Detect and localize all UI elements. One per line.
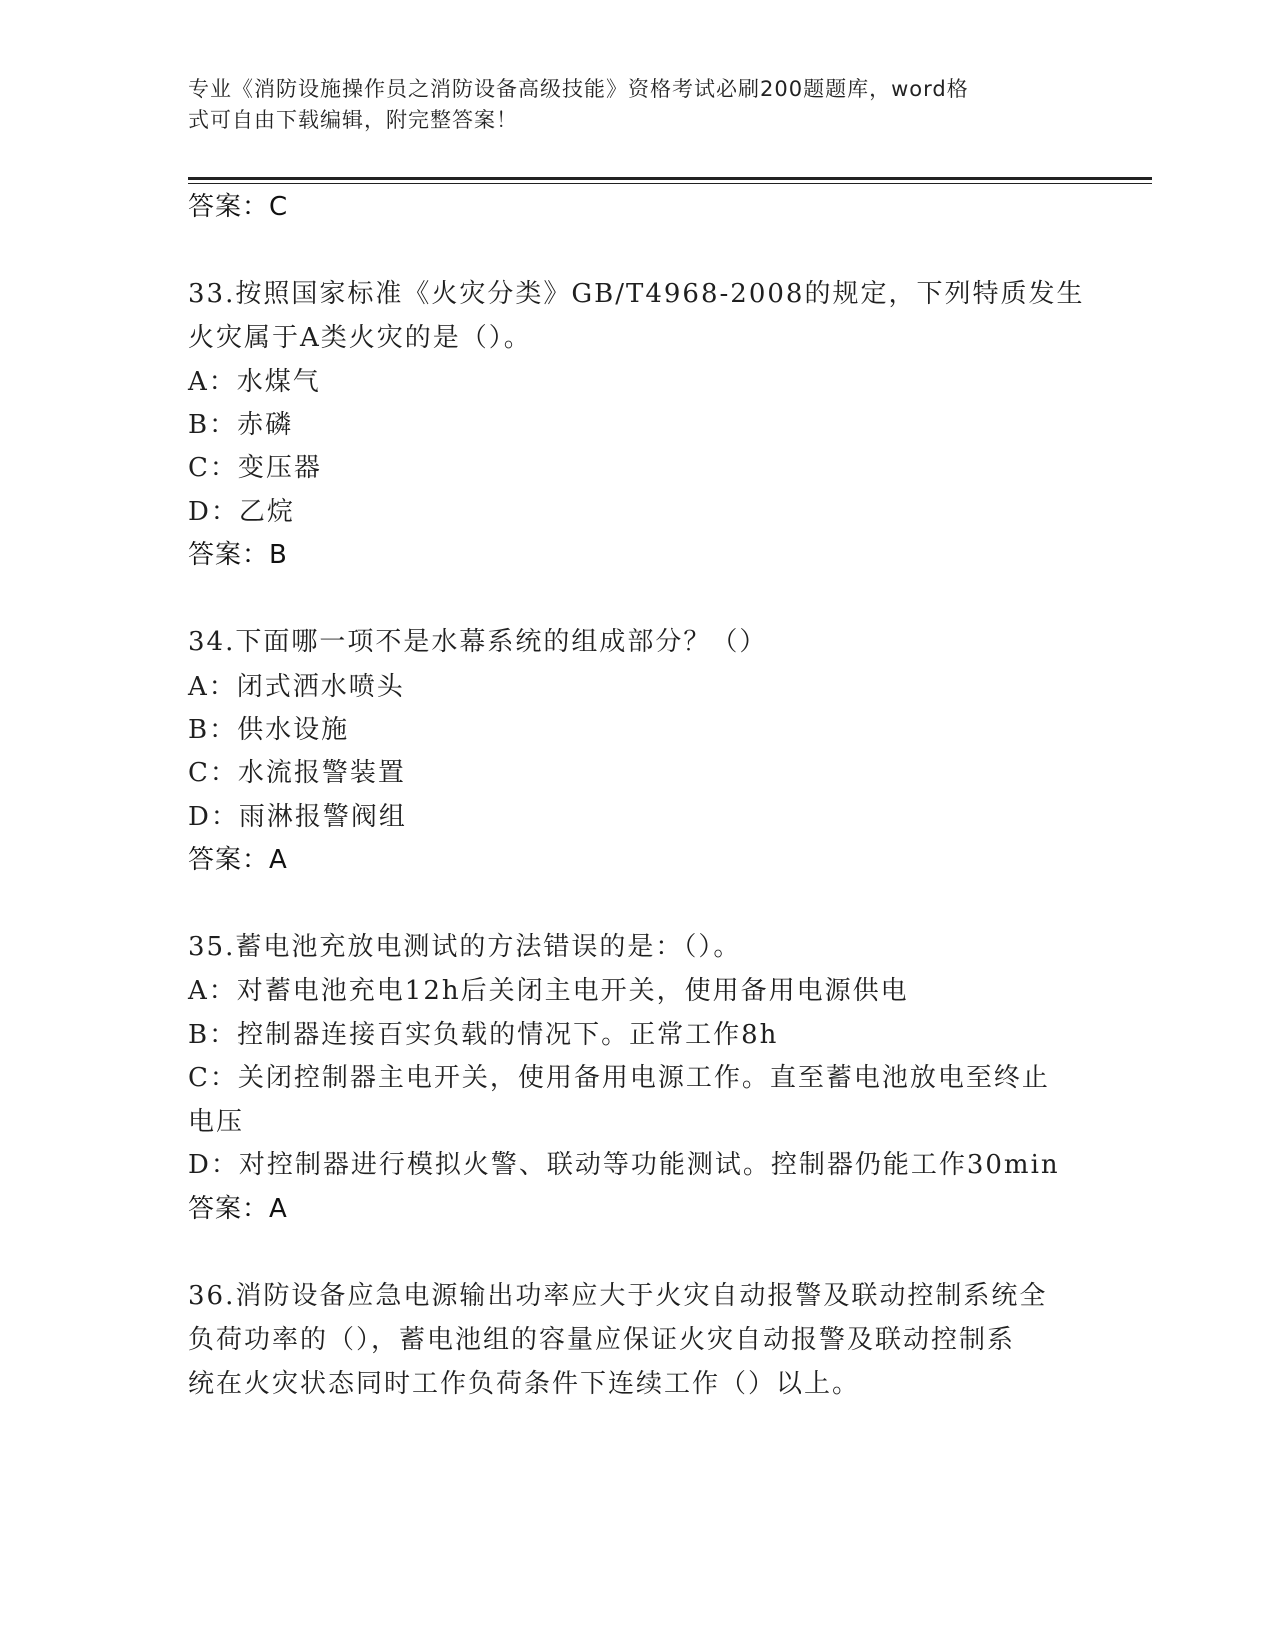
question-stem-line: 35.蓄电池充放电测试的方法错误的是：（）。: [188, 932, 742, 962]
question-stem-line: 负荷功率的（），蓄电池组的容量应保证火灾自动报警及联动控制系: [188, 1325, 1016, 1355]
header-divider-thick: [188, 177, 1152, 180]
header-divider-thin: [188, 183, 1152, 184]
option-c: C：关闭控制器主电开关，使用备用电源工作。直至蓄电池放电至终止: [188, 1063, 1050, 1093]
option-a: A：水煤气: [188, 367, 321, 397]
option-c: C：水流报警装置: [188, 758, 406, 788]
header-line-1: 专业《消防设施操作员之消防设备高级技能》资格考试必刷200题题库，word格: [188, 77, 969, 101]
question-stem-line: 34.下面哪一项不是水幕系统的组成部分？（）: [188, 627, 768, 657]
question-stem-line: 36.消防设备应急电源输出功率应大于火灾自动报警及联动控制系统全: [188, 1281, 1048, 1311]
answer-label: 答案：B: [188, 540, 288, 570]
option-d: D：雨淋报警阀组: [188, 802, 407, 832]
option-b: B：赤磷: [188, 410, 294, 440]
answer-label: 答案：A: [188, 845, 288, 875]
option-b: B：供水设施: [188, 715, 350, 745]
option-c-continuation: 电压: [188, 1107, 245, 1137]
option-d: D：乙烷: [188, 497, 295, 527]
option-c: C：变压器: [188, 453, 322, 483]
option-b: B：控制器连接百实负载的情况下。正常工作8h: [188, 1020, 779, 1050]
option-d: D：对控制器进行模拟火警、联动等功能测试。控制器仍能工作30min: [188, 1150, 1060, 1180]
question-stem-line: 33.按照国家标准《火灾分类》GB/T4968-2008的规定，下列特质发生: [188, 279, 1085, 309]
header-line-2: 式可自由下载编辑，附完整答案！: [188, 108, 518, 132]
answer-label: 答案：C: [188, 192, 289, 222]
answer-label: 答案：A: [188, 1194, 288, 1224]
option-a: A：对蓄电池充电12h后关闭主电开关，使用备用电源供电: [188, 976, 909, 1006]
question-stem-line: 统在火灾状态同时工作负荷条件下连续工作（）以上。: [188, 1369, 861, 1399]
question-stem-line: 火灾属于A类火灾的是（）。: [188, 323, 532, 353]
document-header: [188, 74, 1068, 136]
option-a: A：闭式洒水喷头: [188, 672, 405, 702]
